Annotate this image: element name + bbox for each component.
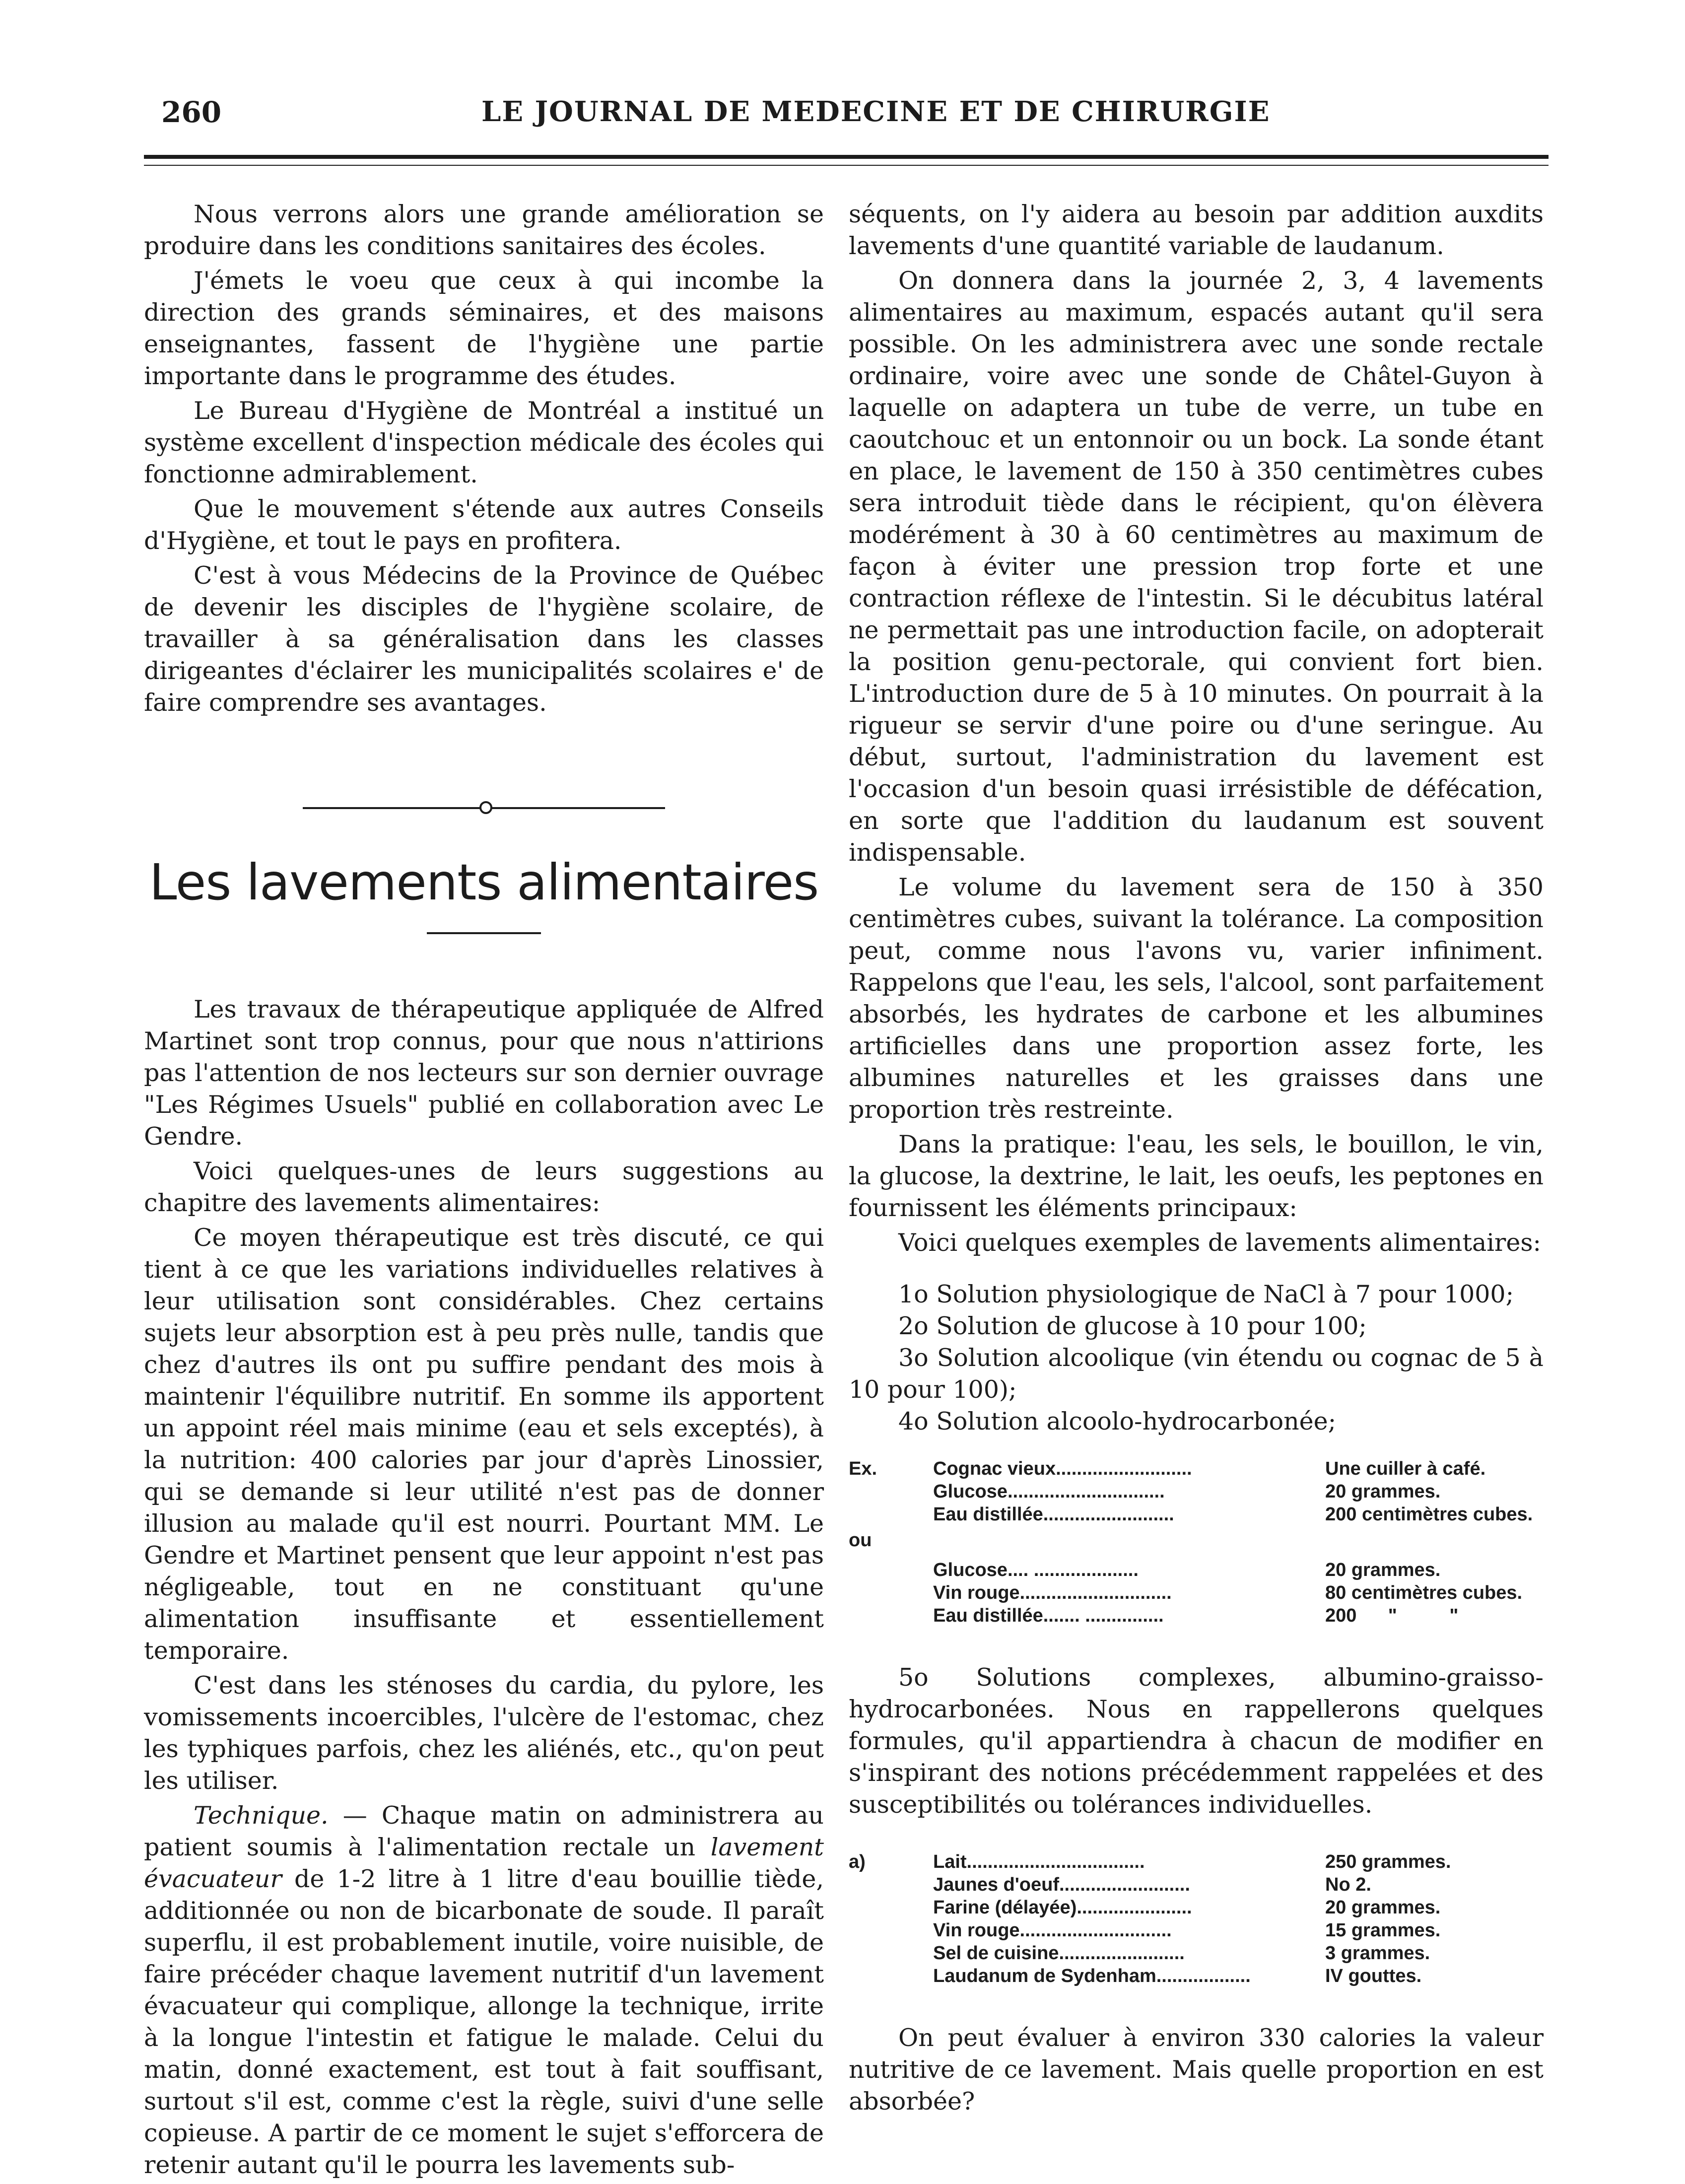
recipe-item: Eau distillée....... ............... [933, 1605, 1164, 1626]
recipe-item: Glucose.............................. [933, 1481, 1165, 1502]
paragraph: Le volume du lavement sera de 150 à 350 centimètres cubes, suivant la tolérance. La composition peut, comme nous l'avons vu, varier infiniment. Rappelons que l'eau, les sels, l'alcool, sont parfaitement absorbés, les hydrates de carbone et les albumines artificielles dans une proportion assez forte, les albumines naturelles et les graisses dans une proportion très restreinte. [849, 873, 1544, 1124]
recipe-quantity: 200 centimètres cubes. [1325, 1504, 1533, 1525]
technique-paragraph [144, 1800, 824, 2181]
recipe-a [849, 1850, 1544, 1987]
recipe-label: ou [849, 1530, 872, 1551]
recipe-quantity: IV gouttes. [1325, 1966, 1422, 1986]
list-item: 2o Solution de glucose à 10 pour 100; [898, 1312, 1367, 1340]
recipe-row [849, 1919, 1544, 1942]
right-column [849, 199, 1544, 2120]
recipe-row [849, 1503, 1544, 1526]
paragraph: C'est à vous Médecins de la Province de Québec de devenir les disciples de l'hygiène scolaire, de travailler à sa généralisation dans les classes dirigeantes d'éclairer les municipalités scolaires e' de faire comprendre ses avantages. [144, 561, 824, 717]
running-title: LE JOURNAL DE MEDECINE ET DE CHIRURGIE [481, 95, 1271, 128]
left-column [144, 199, 824, 2184]
section-divider [144, 793, 824, 823]
paragraph: 5o Solutions complexes, albumino-graisso-hydrocarbonées. Nous en rappellerons quelques formules, qu'il appartiendra à chacun de modifier en s'inspirant des notions précédemment rappelées et des susceptibilités ou tolérances individuelles. [849, 1663, 1544, 1819]
technique-text-cont: de 1-2 litre à 1 litre d'eau bouillie tiède, additionnée ou non de bicarbonate de soude. Il paraît superflu, il est probablement inutile, voire nuisible, de faire précéder chaque lavement nutritif d'un lavement évacuateur qui complique, allonge la technique, irrite à la longue l'intestin et fatigue le malade. Celui du matin, donné exactement, est tout à fait souffisant, surtout s'il est, comme c'est la règle, suivi d'une selle copieuse. A partir de ce moment le sujet s'efforcera de retenir autant qu'il le pourra les lavements sub- [144, 1865, 824, 2179]
recipe-quantity: 3 grammes. [1325, 1943, 1430, 1964]
recipe-item: Lait.................................. [933, 1851, 1145, 1872]
recipe-quantity: 15 grammes. [1325, 1920, 1441, 1941]
recipe-label: a) [849, 1851, 866, 1872]
list-item: 3o Solution alcoolique (vin étendu ou cognac de 5 à 10 pour 100); [849, 1344, 1544, 1404]
list-item: 4o Solution alcoolo-hydrocarbonée; [898, 1407, 1337, 1435]
recipe-row [849, 1480, 1544, 1503]
recipe-quantity: 80 centimètres cubes. [1325, 1582, 1523, 1603]
recipe-row [849, 1526, 1544, 1559]
header-rule-thin [144, 165, 1549, 166]
technique-text: — Chaque matin on administrera au patient soumis à l'alimentation rectale un [144, 1801, 824, 1861]
paragraph: C'est dans les sténoses du cardia, du pylore, les vomissements incoercibles, l'ulcère de l'estomac, chez les typhiques parfois, chez les aliénés, etc., qu'on peut les utiliser. [144, 1671, 824, 1795]
recipe-row [849, 1457, 1544, 1480]
technique-emphasis: lavement évacuateur [144, 1833, 824, 1893]
recipe-row [849, 1942, 1544, 1965]
recipe-item: Laudanum de Sydenham.................. [933, 1966, 1251, 1986]
paragraph: Le Bureau d'Hygiène de Montréal a institué un système excellent d'inspection médicale des écoles qui fonctionne admirablement. [144, 397, 824, 488]
recipe-quantity: 20 grammes. [1325, 1560, 1441, 1580]
recipe-row [849, 1604, 1544, 1627]
recipe-item: Glucose.... .................... [933, 1560, 1139, 1580]
article-title: Les lavements alimentaires [149, 853, 819, 911]
recipe-item: Farine (délayée)...................... [933, 1897, 1192, 1918]
paragraph: On donnera dans la journée 2, 3, 4 lavements alimentaires au maximum, espacés autant qu'il sera possible. On les administrera avec une sonde rectale ordinaire, voire avec une sonde de Châtel-Guyon à laquelle on adaptera un tube de verre, un tube en caoutchouc et un entonnoir ou un bock. La sonde étant en place, le lavement de 150 à 350 centimètres cubes sera introduit tiède dans le récipient, qu'on élèvera modérément à 30 à 60 centimètres au maximum de façon à éviter une pression trop forte et une contraction réflexe de l'intestin. Si le décubitus latéral ne permettait pas une introduction facile, on adopterait la position genu-pectorale, qui convient fort bien. L'introduction dure de 5 à 10 minutes. On pourrait à la rigueur se servir d'une poire ou d'une seringue. Au début, surtout, l'administration du lavement est l'occasion d'un besoin quasi irrésistible de défécation, en sorte que l'addition du laudanum est souvent indispensable. [849, 267, 1544, 867]
paragraph: Voici quelques exemples de lavements alimentaires: [898, 1228, 1542, 1257]
solution-list [849, 1279, 1544, 1437]
divider-ornament [479, 801, 492, 814]
recipe-quantity: 250 grammes. [1325, 1851, 1451, 1872]
paragraph: Les travaux de thérapeutique appliquée de Alfred Martinet sont trop connus, pour que nous n'attirions pas l'attention de nos lecteurs sur son dernier ouvrage "Les Régimes Usuels" publié en collaboration avec Le Gendre. [144, 995, 824, 1151]
recipe-quantity: 200 " " [1325, 1605, 1459, 1626]
recipe-row [849, 1873, 1544, 1896]
technique-label: Technique. [194, 1801, 329, 1830]
paragraph: Ce moyen thérapeutique est très discuté, ce qui tient à ce que les variations individuelles relatives à leur utilisation sont considérables. Chez certains sujets leur absorption est à peu près nulle, tandis que chez d'autres ils ont pu suffire pendant des mois à maintenir l'équilibre nutritif. En somme ils apportent un appoint réel mais minime (eau et sels exceptés), à la nutrition: 400 calories par jour d'après Linossier, qui se demande si leur utilité n'est pas de donner illusion au malade qu'il est nourri. Pourtant MM. Le Gendre et Martinet pensent que leur appoint n'est pas négligeable, tout en ne constituant qu'une alimentation insuffisante et essentiellement temporaire. [144, 1224, 824, 1665]
list-item: 1o Solution physiologique de NaCl à 7 pour 1000; [898, 1280, 1514, 1308]
recipe-label: Ex. [849, 1458, 877, 1479]
paragraph: Que le mouvement s'étende aux autres Conseils d'Hygiène, et tout le pays en profitera. [144, 495, 824, 555]
title-rule [427, 932, 541, 934]
recipe-item: Cognac vieux.......................... [933, 1458, 1192, 1479]
recipe-item: Sel de cuisine........................ [933, 1943, 1185, 1964]
page-number: 260 [161, 95, 222, 129]
recipe-row [849, 1896, 1544, 1919]
recipe-row [849, 1559, 1544, 1581]
paragraph: Voici quelques-unes de leurs suggestions au chapitre des lavements alimentaires: [144, 1157, 824, 1217]
recipe-quantity: 20 grammes. [1325, 1481, 1441, 1502]
recipe-item: Eau distillée......................... [933, 1504, 1174, 1525]
paragraph: séquents, on l'y aidera au besoin par addition auxdits lavements d'une quantité variable de laudanum. [849, 200, 1544, 260]
recipe-quantity: No 2. [1325, 1874, 1371, 1895]
recipe-row [849, 1581, 1544, 1604]
recipe-quantity: 20 grammes. [1325, 1897, 1441, 1918]
recipe-item: Vin rouge............................. [933, 1582, 1172, 1603]
paragraph: Dans la pratique: l'eau, les sels, le bouillon, le vin, la glucose, la dextrine, le lait, les oeufs, les peptones en fournissent les éléments principaux: [849, 1130, 1544, 1222]
recipe-quantity: Une cuiller à café. [1325, 1458, 1486, 1479]
recipe-row [849, 1850, 1544, 1873]
paragraph: Nous verrons alors une grande amélioration se produire dans les conditions sanitaires des écoles. [144, 200, 824, 260]
recipe-row [849, 1965, 1544, 1987]
paragraph: J'émets le voeu que ceux à qui incombe la direction des grands séminaires, et des maisons enseignantes, fassent de l'hygiène une partie importante dans le programme des études. [144, 267, 824, 390]
header-rule-thick [144, 155, 1549, 159]
recipe-item: Vin rouge............................. [933, 1920, 1172, 1941]
paragraph: On peut évaluer à environ 330 calories la valeur nutritive de ce lavement. Mais quelle proportion en est absorbée? [849, 2024, 1544, 2116]
recipe-example-1 [849, 1457, 1544, 1627]
recipe-item: Jaunes d'oeuf......................... [933, 1874, 1190, 1895]
